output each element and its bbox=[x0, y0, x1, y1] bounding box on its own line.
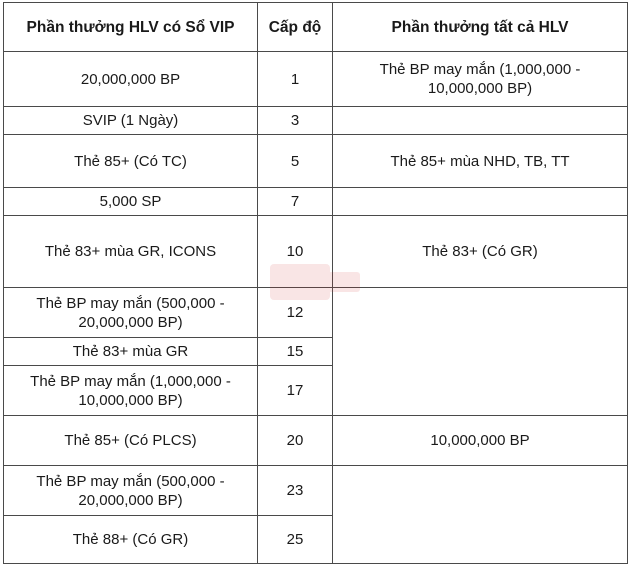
all-reward-cell: Thẻ BP may mắn (1,000,000 - 10,000,000 BP) bbox=[333, 52, 628, 107]
level-cell: 1 bbox=[258, 52, 333, 107]
level-cell: 20 bbox=[258, 416, 333, 466]
table-row bbox=[4, 216, 628, 288]
level-cell: 3 bbox=[258, 107, 333, 135]
vip-reward-cell: SVIP (1 Ngày) bbox=[4, 107, 258, 135]
level-cell: 5 bbox=[258, 135, 333, 188]
all-reward-cell bbox=[333, 107, 628, 135]
header-all-rewards: Phần thưởng tất cả HLV bbox=[333, 3, 628, 52]
level-cell: 10 bbox=[258, 216, 333, 288]
vip-reward-cell: Thẻ BP may mắn (500,000 - 20,000,000 BP) bbox=[4, 466, 258, 516]
level-cell: 17 bbox=[258, 366, 333, 416]
level-cell: 12 bbox=[258, 288, 333, 338]
all-reward-cell: Thẻ 85+ mùa NHD, TB, TT bbox=[333, 135, 628, 188]
vip-reward-cell: Thẻ 83+ mùa GR, ICONS bbox=[4, 216, 258, 288]
all-reward-cell bbox=[333, 188, 628, 216]
header-level: Cấp độ bbox=[258, 3, 333, 52]
vip-reward-cell: 5,000 SP bbox=[4, 188, 258, 216]
table-row bbox=[4, 135, 628, 188]
table-row bbox=[4, 52, 628, 107]
all-reward-cell-empty bbox=[333, 288, 628, 416]
vip-reward-cell: Thẻ BP may mắn (1,000,000 - 10,000,000 BP) bbox=[4, 366, 258, 416]
table-row bbox=[4, 107, 628, 135]
all-reward-cell: Thẻ 83+ (Có GR) bbox=[333, 216, 628, 288]
table-row bbox=[4, 188, 628, 216]
level-cell: 7 bbox=[258, 188, 333, 216]
all-reward-cell: 10,000,000 BP bbox=[333, 416, 628, 466]
all-reward-cell-empty bbox=[333, 466, 628, 564]
vip-reward-cell: Thẻ 88+ (Có GR) bbox=[4, 516, 258, 564]
table-row bbox=[4, 416, 628, 466]
table-row bbox=[4, 466, 628, 516]
level-cell: 15 bbox=[258, 338, 333, 366]
vip-reward-cell: Thẻ BP may mắn (500,000 - 20,000,000 BP) bbox=[4, 288, 258, 338]
rewards-table bbox=[3, 2, 628, 564]
table-header-row bbox=[4, 3, 628, 52]
vip-reward-cell: 20,000,000 BP bbox=[4, 52, 258, 107]
header-vip-rewards: Phần thưởng HLV có Sổ VIP bbox=[4, 3, 258, 52]
vip-reward-cell: Thẻ 83+ mùa GR bbox=[4, 338, 258, 366]
table-row bbox=[4, 288, 628, 338]
vip-reward-cell: Thẻ 85+ (Có TC) bbox=[4, 135, 258, 188]
level-cell: 25 bbox=[258, 516, 333, 564]
level-cell: 23 bbox=[258, 466, 333, 516]
vip-reward-cell: Thẻ 85+ (Có PLCS) bbox=[4, 416, 258, 466]
